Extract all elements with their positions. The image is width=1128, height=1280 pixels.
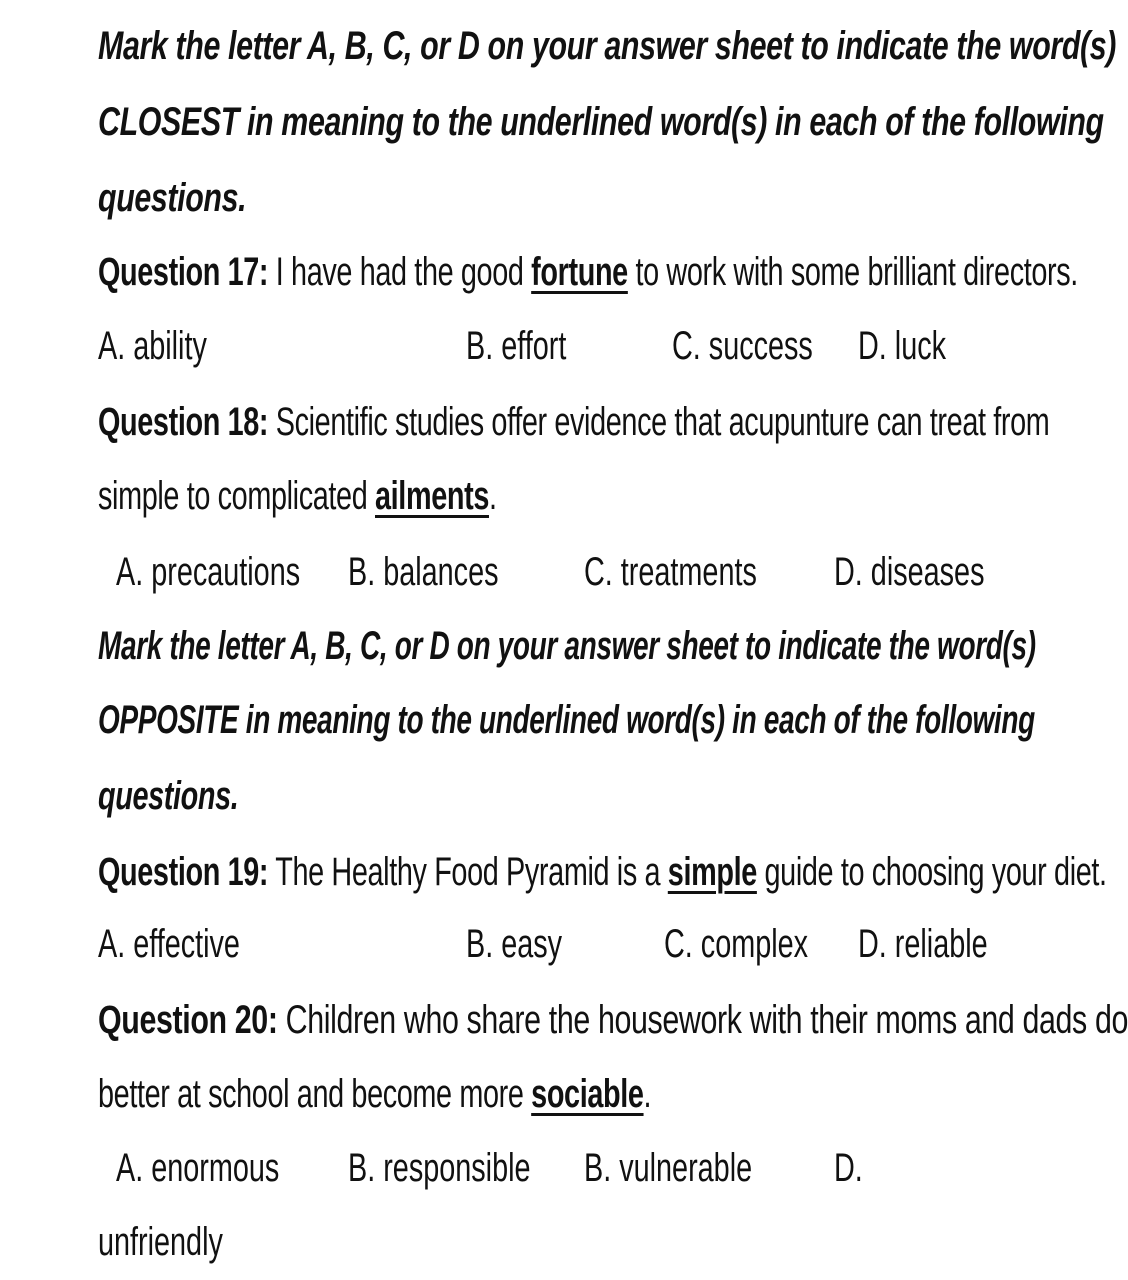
question-20-text-after: .: [643, 1072, 652, 1116]
question-19-option-d[interactable]: D. reliable: [858, 922, 988, 966]
question-18-line2: [98, 470, 497, 522]
question-17-text-after: to work with some brilliant directors.: [627, 250, 1078, 294]
question-20-line2: [98, 1068, 651, 1120]
question-18-label: Question 18:: [98, 400, 269, 444]
instruction-closest-line2: CLOSEST in meaning to the underlined word(s) in each of the following: [98, 100, 1104, 144]
question-17-option-c[interactable]: C. success: [672, 324, 813, 368]
question-19-text-after: guide to choosing your diet.: [756, 850, 1107, 894]
question-19: [98, 846, 1107, 898]
question-17-text-before: I have had the good: [268, 250, 532, 294]
question-17-underlined-word: fortune: [531, 250, 628, 294]
question-19-label: Question 19:: [98, 850, 269, 894]
question-19-underlined-word: simple: [667, 850, 757, 894]
question-19-option-c[interactable]: C. complex: [664, 922, 809, 966]
question-18-text-before: simple to complicated: [98, 474, 376, 518]
question-19-text-before: The Healthy Food Pyramid is a: [268, 850, 668, 894]
question-18-option-b[interactable]: B. balances: [348, 550, 499, 594]
question-20-underlined-word: sociable: [531, 1072, 644, 1116]
question-20-option-a[interactable]: A. enormous: [116, 1146, 280, 1190]
question-17-option-a[interactable]: A. ability: [98, 324, 207, 368]
question-20-option-d-text[interactable]: unfriendly: [98, 1220, 223, 1264]
question-20-text-before: better at school and become more: [98, 1072, 532, 1116]
question-18-option-c[interactable]: C. treatments: [584, 550, 757, 594]
question-20-option-c[interactable]: B. vulnerable: [584, 1146, 753, 1190]
instruction-opposite-line1: Mark the letter A, B, C, or D on your answer sheet to indicate the word(s): [98, 624, 1036, 668]
question-20-option-b[interactable]: B. responsible: [348, 1146, 531, 1190]
instruction-opposite-line3: questions.: [98, 774, 239, 818]
question-18-text-line1: Scientific studies offer evidence that acupunture can treat from: [268, 400, 1050, 444]
question-17-option-b[interactable]: B. effort: [466, 324, 567, 368]
question-20-option-d[interactable]: D.: [834, 1146, 863, 1190]
question-20-label: Question 20:: [98, 998, 278, 1042]
question-17-label: Question 17:: [98, 250, 269, 294]
question-18-line1: [98, 396, 1049, 448]
instruction-opposite-line2: OPPOSITE in meaning to the underlined word(s) in each of the following: [98, 698, 1035, 742]
question-17-option-d[interactable]: D. luck: [858, 324, 947, 368]
question-19-option-b[interactable]: B. easy: [466, 922, 563, 966]
instruction-closest-line3: questions.: [98, 176, 247, 220]
question-18-option-d[interactable]: D. diseases: [834, 550, 985, 594]
instruction-closest-line1: Mark the letter A, B, C, or D on your answer sheet to indicate the word(s): [98, 24, 1117, 68]
question-20-text-line1: Children who share the housework with their moms and dads do: [277, 998, 1128, 1042]
question-20-line1: [98, 994, 1128, 1046]
question-18-text-after: .: [488, 474, 497, 518]
question-18-option-a[interactable]: A. precautions: [116, 550, 301, 594]
question-18-underlined-word: ailments: [375, 474, 489, 518]
question-19-option-a[interactable]: A. effective: [98, 922, 240, 966]
question-17: [98, 246, 1078, 298]
